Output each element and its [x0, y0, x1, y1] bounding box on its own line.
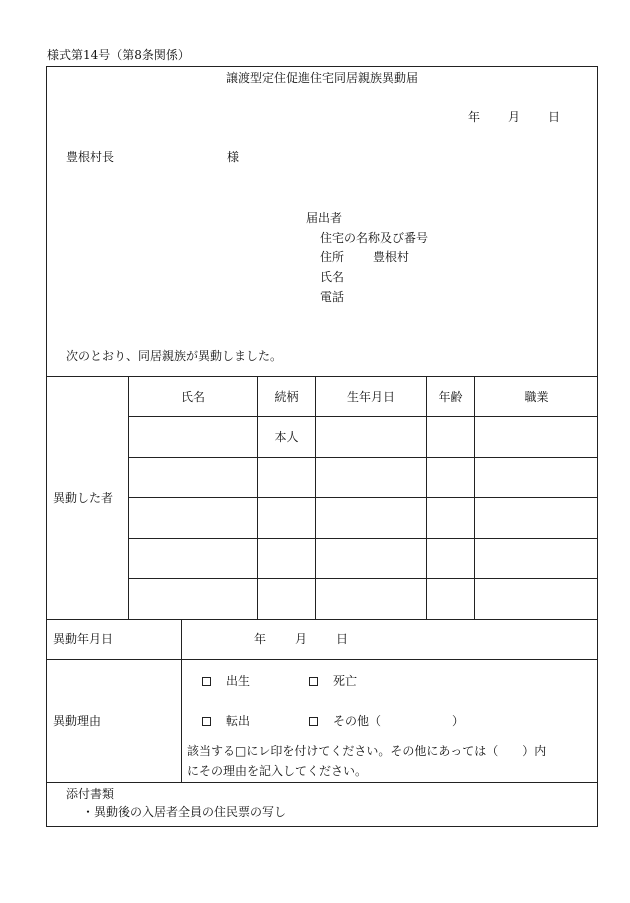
reason-option-label: 転出 [226, 714, 251, 728]
reason-note-line1: 該当する□にレ印を付けてください。その他にあっては（ ）内 [187, 744, 547, 758]
change-date-label: 異動年月日 [53, 632, 114, 646]
divider-line [46, 659, 598, 660]
other-reason-close: ） [452, 714, 465, 728]
checkbox[interactable] [202, 677, 211, 686]
checkbox[interactable] [309, 677, 318, 686]
header-age: 年齢 [438, 389, 463, 404]
table-cell-age[interactable] [427, 458, 474, 497]
table-cell-birthdate[interactable] [316, 417, 426, 457]
address-value[interactable]: 豊根村 [373, 250, 410, 264]
date-day-field[interactable]: 日 [548, 110, 561, 124]
address-label: 住所 [320, 250, 345, 264]
reason-option-label: その他（ [333, 714, 382, 728]
form-number-label: 様式第14号（第8条関係） [47, 48, 190, 62]
divider-line [46, 782, 598, 783]
table-cell-name[interactable] [129, 539, 257, 578]
table-cell-birthdate[interactable] [316, 539, 426, 578]
table-cell-name[interactable] [129, 417, 257, 457]
table-cell-relationship[interactable] [258, 498, 315, 538]
table-cell-occupation[interactable] [475, 579, 598, 619]
table-cell-occupation[interactable] [475, 539, 598, 578]
table-cell-age[interactable] [427, 539, 474, 578]
table-cell-relationship[interactable] [258, 458, 315, 497]
phone-field[interactable]: 電話 [320, 290, 345, 304]
house-name-field[interactable]: 住宅の名称及び番号 [320, 231, 429, 245]
reason-option-death[interactable] [309, 675, 357, 687]
checkbox[interactable] [309, 717, 318, 726]
table-cell-age[interactable] [427, 417, 474, 457]
header-relationship: 続柄 [274, 389, 299, 404]
table-cell-relationship[interactable] [258, 579, 315, 619]
attachment-item: ・異動後の入居者全員の住民票の写し [82, 805, 287, 819]
addressee-name: 豊根村長 [66, 150, 115, 164]
table-cell-relationship[interactable] [258, 539, 315, 578]
divider-line [46, 619, 598, 620]
name-field[interactable]: 氏名 [320, 270, 345, 284]
table-cell-age[interactable] [427, 498, 474, 538]
table-cell-relationship[interactable]: 本人 [274, 430, 299, 444]
label-col-line [181, 619, 182, 782]
change-date-year[interactable]: 年 [254, 632, 267, 646]
change-date-day[interactable]: 日 [336, 632, 349, 646]
table-cell-occupation[interactable] [475, 458, 598, 497]
change-reason-label: 異動理由 [53, 714, 102, 728]
header-birthdate: 生年月日 [346, 389, 395, 404]
table-cell-occupation[interactable] [475, 417, 598, 457]
date-year-field[interactable]: 年 [468, 110, 481, 124]
addressee-honorific: 様 [227, 150, 240, 164]
reason-option-birth[interactable] [202, 675, 250, 687]
table-cell-birthdate[interactable] [316, 498, 426, 538]
attachments-heading: 添付書類 [66, 787, 115, 801]
reason-option-moveout[interactable] [202, 715, 250, 727]
statement-text: 次のとおり、同居親族が異動しました。 [66, 349, 283, 363]
checkbox[interactable] [202, 717, 211, 726]
table-cell-name[interactable] [129, 579, 257, 619]
form-title: 譲渡型定住促進住宅同居親族異動届 [225, 71, 418, 85]
header-occupation: 職業 [524, 389, 549, 404]
applicant-heading: 届出者 [306, 211, 343, 225]
table-cell-age[interactable] [427, 579, 474, 619]
table-cell-name[interactable] [129, 458, 257, 497]
table-cell-birthdate[interactable] [316, 458, 426, 497]
table-cell-name[interactable] [129, 498, 257, 538]
change-date-month[interactable]: 月 [295, 632, 308, 646]
members-row-label: 異動した者 [53, 491, 114, 505]
reason-option-label: 死亡 [333, 674, 358, 688]
reason-note-line2: にその理由を記入してください。 [187, 764, 368, 778]
header-name: 氏名 [180, 389, 205, 404]
table-cell-birthdate[interactable] [316, 579, 426, 619]
table-cell-occupation[interactable] [475, 498, 598, 538]
reason-option-other[interactable] [309, 715, 381, 727]
reason-option-label: 出生 [226, 674, 251, 688]
date-month-field[interactable]: 月 [508, 110, 521, 124]
